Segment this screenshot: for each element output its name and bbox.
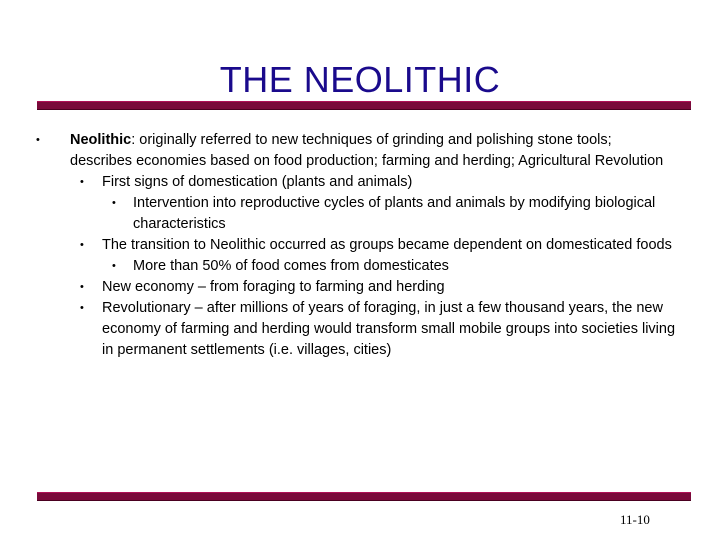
bullet-transition-text: The transition to Neolithic occurred as groups became dependent on domesticated foods	[102, 237, 672, 253]
bullet-main-text: : originally referred to new techniques of grinding and polishing stone tools; describes economies based on food production; farming and herding; Agricultural Revolution	[70, 132, 664, 169]
bullet-domestication	[36, 172, 676, 193]
bullet-marker: •	[80, 176, 84, 188]
title-divider	[37, 101, 691, 110]
bullet-new-economy-text: New economy – from foraging to farming and herding	[102, 279, 445, 295]
bullet-marker: •	[36, 134, 40, 146]
bullet-transition	[36, 235, 676, 256]
bullet-domesticates-text: More than 50% of food comes from domesticates	[133, 258, 449, 274]
page-number: 11-10	[620, 512, 650, 527]
bullet-revolutionary-text: Revolutionary – after millions of years of foraging, in just a few thousand years, the new economy of farming and herding would transform small mobile groups into societies living in permanent settlements (i.e. villages, cities)	[102, 300, 676, 358]
bullet-intervention	[36, 193, 676, 235]
footer-divider	[37, 492, 691, 501]
term-neolithic: Neolithic	[70, 132, 132, 148]
bullet-domestication-text: First signs of domestication (plants and animals)	[102, 174, 413, 190]
bullet-main	[36, 130, 676, 172]
bullet-domesticates	[36, 256, 676, 277]
bullet-marker: •	[80, 302, 84, 314]
bullet-marker: •	[80, 239, 84, 251]
bullet-revolutionary	[36, 298, 676, 361]
slide-title: THE NEOLITHIC	[219, 59, 501, 100]
slide-content	[36, 130, 676, 361]
bullet-marker: •	[80, 281, 84, 293]
bullet-intervention-text: Intervention into reproductive cycles of plants and animals by modifying biological characteristics	[133, 195, 656, 232]
bullet-new-economy	[36, 277, 676, 298]
bullet-marker: •	[112, 260, 116, 272]
bullet-marker: •	[112, 197, 116, 209]
